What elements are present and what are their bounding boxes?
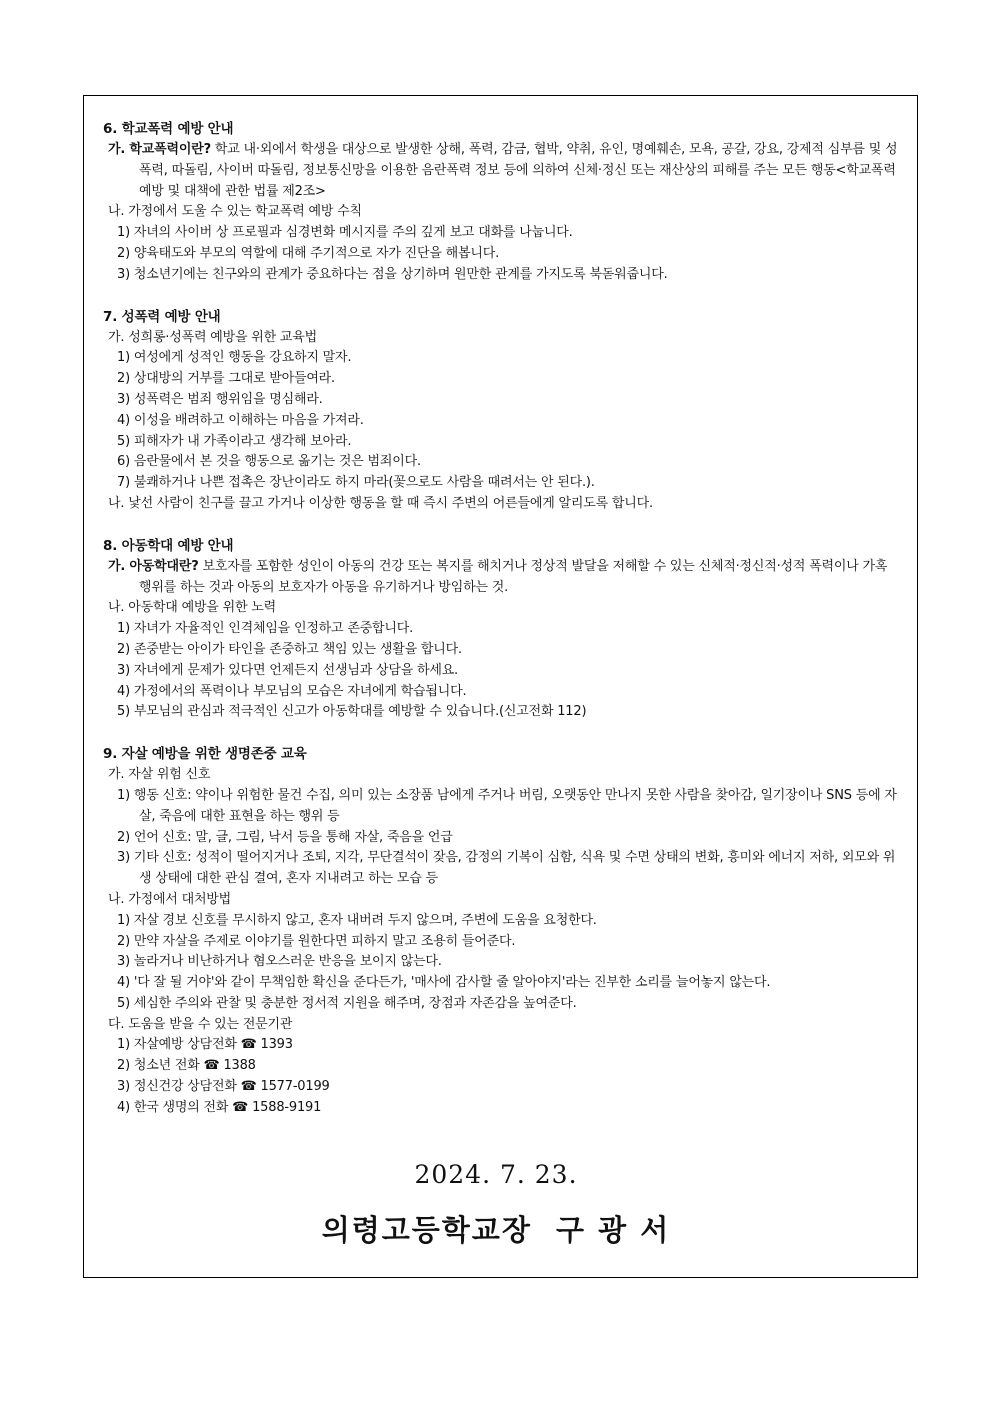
list-item: 6) 음란물에서 본 것을 행동으로 옮기는 것은 범죄이다.: [117, 454, 421, 470]
list-item: 2) 청소년 전화 ☎ 1388: [117, 1058, 256, 1074]
list-item: 4) 한국 생명의 전화 ☎ 1588-9191: [117, 1099, 322, 1115]
section-8-effort-title: 나. 아동학대 예방을 위한 노력: [108, 600, 276, 616]
list-item: 1) 자살 경보 신호를 무시하지 않고, 혼자 내버려 두지 않으며, 주변에 도움을 요청한다.: [117, 912, 597, 928]
section-6-title: 6. 학교폭력 예방 안내: [103, 121, 234, 137]
list-item: 3) 자녀에게 문제가 있다면 언제든지 선생님과 상담을 하세요.: [117, 662, 458, 678]
section-7-stranger-note: 나. 낯선 사람이 친구를 끌고 가거나 이상한 행동을 할 때 즉시 주변의 어른들에게 알리도록 합니다.: [108, 495, 653, 511]
list-item: 5) 피해자가 내 가족이라고 생각해 보아라.: [117, 433, 352, 449]
list-item: 2) 존중받는 아이가 타인을 존중하고 책임 있는 생활을 합니다.: [117, 641, 462, 657]
section-9-response-title: 나. 가정에서 대처방법: [108, 891, 232, 907]
section-7-education-title: 가. 성희롱·성폭력 예방을 위한 교육법: [108, 329, 317, 345]
list-item: 4) 이성을 배려하고 이해하는 마음을 가져라.: [117, 412, 364, 428]
list-item: 1) 여성에게 성적인 행동을 강요하지 말자.: [117, 350, 352, 366]
section-8-definition-text: 보호자를 포함한 성인이 아동의 건강 또는 복지를 해치거나 정상적 발달을 저해할 수 있는 신체적·정신적·성적 폭력이나 가혹 행위를 하는 것과 아동의 보호자가 아동을 유기하거나 방임하는 것.: [139, 558, 888, 595]
section-9-title: 9. 자살 예방을 위한 생명존중 교육: [103, 746, 307, 763]
section-9-signals-title: 가. 자살 위험 신호: [108, 767, 211, 783]
list-item: 3) 청소년기에는 친구와의 관계가 중요하다는 점을 상기하며 원만한 관계를 가지도록 북돋워줍니다.: [117, 266, 668, 282]
list-item: 7) 불쾌하거나 나쁜 접촉은 장난이라도 하지 마라(꽃으로도 사람을 때려서는 안 된다.).: [117, 475, 595, 491]
section-9-agencies-title: 다. 도움을 받을 수 있는 전문기관: [108, 1016, 293, 1032]
section-8-title: 8. 아동학대 예방 안내: [103, 537, 234, 554]
list-item: 5) 세심한 주의와 관찰 및 충분한 정서적 지원을 해주며, 장점과 자존감을 높여준다.: [117, 995, 577, 1011]
section-8-definition: [103, 557, 903, 599]
list-item: 4) '다 잘 될 거야'와 같이 무책임한 확신을 준다든가, '매사에 감사할 줄 알아야지'라는 진부한 소리를 늘어놓지 않는다.: [117, 975, 771, 991]
list-item: 2) 상대방의 거부를 그대로 받아들여라.: [117, 371, 335, 387]
section-8-definition-label: 가. 아동학대란?: [108, 558, 199, 574]
section-7-title: 7. 성폭력 예방 안내: [103, 308, 221, 325]
list-item: 5) 부모님의 관심과 적극적인 신고가 아동학대를 예방할 수 있습니다.(신고전화 112): [117, 704, 587, 720]
section-6-definition-label: 가. 학교폭력이란?: [108, 142, 211, 157]
principal-signature: 의령고등학교장 구 광 서: [321, 1213, 671, 1247]
list-item: 4) 가정에서의 폭력이나 부모님의 모습은 자녀에게 학습됩니다.: [117, 683, 467, 699]
section-6-definition: [103, 140, 903, 202]
list-item: 3) 정신건강 상담전화 ☎ 1577-0199: [117, 1079, 330, 1095]
document-body: [103, 118, 903, 1119]
section-6-definition-text: 학교 내·외에서 학생을 대상으로 발생한 상해, 폭력, 감금, 협박, 약취, 유인, 명예훼손, 모욕, 공갈, 강요, 강제적 심부름 및 성폭력, 따돌림, 사이버 따돌림, 정보통신망을 이용한 음란폭력 정보 등에 의하여 신체·정신 또는 재산상의 피해를 주는 모든 행동<학교폭력예방 및 대책에 관한 법률 제2조>: [139, 142, 898, 199]
list-item: 1) 자살예방 상담전화 ☎ 1393: [117, 1037, 293, 1053]
list-item: 1) 자녀의 사이버 상 프로필과 심경변화 메시지를 주의 깊게 보고 대화를 나눕니다.: [117, 225, 573, 241]
list-item: 1) 자녀가 자율적인 인격체임을 인정하고 존중합니다.: [117, 621, 414, 637]
list-item: 1) 행동 신호: 약이나 위험한 물건 수집, 의미 있는 소장품 남에게 주거나 버림, 오랫동안 만나지 못한 사람을 찾아감, 일기장이나 SNS 등에 자살, 죽음에 대한 표현을 하는 행위 등: [117, 787, 897, 824]
list-item: 3) 기타 신호: 성적이 떨어지거나 조퇴, 지각, 무단결석이 잦음, 감정의 기복이 심함, 식욕 및 수면 상태의 변화, 흥미와 에너지 저하, 외모와 위생 상태에 대한 관심 결여, 혼자 지내려고 하는 모습 등: [117, 850, 896, 887]
list-item: 3) 놀라거나 비난하거나 혐오스러운 반응을 보이지 않는다.: [117, 954, 442, 970]
list-item: 2) 양육태도와 부모의 역할에 대해 주기적으로 자가 진단을 해봅니다.: [117, 245, 500, 261]
list-item: 2) 언어 신호: 말, 글, 그림, 낙서 등을 통해 자살, 죽음을 언급: [117, 829, 453, 845]
list-item: 3) 성폭력은 범죄 행위임을 명심해라.: [117, 391, 323, 407]
list-item: 2) 만약 자살을 주제로 이야기를 원한다면 피하지 말고 조용히 들어준다.: [117, 933, 516, 949]
document-date: 2024. 7. 23.: [414, 1160, 578, 1189]
section-6-rules-title: 나. 가정에서 도울 수 있는 학교폭력 예방 수칙: [108, 204, 362, 220]
